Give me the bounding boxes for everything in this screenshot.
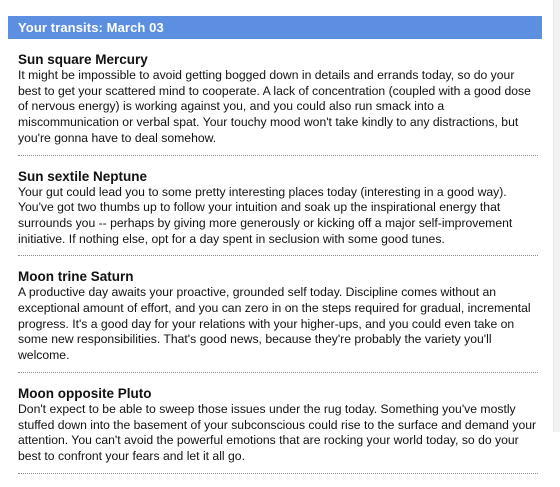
transit-item-sun-sextile-neptune [18, 169, 538, 257]
transit-title: Sun sextile Neptune [18, 168, 148, 184]
transits-header-bar [8, 16, 542, 39]
transit-item-sun-square-mercury [18, 52, 538, 156]
transit-title: Sun square Mercury [18, 52, 148, 67]
transit-title: Moon trine Saturn [18, 269, 134, 285]
scrollbar-track[interactable] [553, 0, 560, 432]
transit-item-moon-trine-saturn [18, 269, 538, 373]
transit-description: Your gut could lead you to some pretty interesting places today (interesting in a good way). You've got two thumbs up to follow your intuition and soak up the inspirational energy that surrounds you -- perhaps by giving more generously or kicking off a major self-improvement initiative. If nothing else, opt for a day spent in seclusion with some good tunes. [18, 184, 513, 246]
transit-description: It might be impossible to avoid getting bogged down in details and errands today, so do your best to get your scattered mind to cooperate. A lack of concentration (coupled with a good dose of nervous energy) is working against you, and you could also run smack into a miscommunication or verbal spat. Your touchy mood won't take kindly to any distractions, but you're gonna have to deal somehow. [18, 68, 531, 145]
transit-description: A productive day awaits your proactive, grounded self today. Discipline comes without an exceptional amount of effort, and you can zero in on the steps required for gradual, incremental progress. It's a good day for your relations with your higher-ups, and you could even take on some new responsibilities. That's good news, because they're probably the variety you'll welcome. [18, 285, 531, 363]
page-title: Your transits: March 03 [18, 20, 164, 35]
transit-list [18, 52, 538, 487]
transit-description: Don't expect to be able to sweep those issues under the rug today. Something you've mostly stuffed down into the basement of your subconscious could rise to the surface and demand your attention. You can't avoid the powerful emotions that are rocking your world today, so do your best to confront your fears and let it all go. [18, 401, 537, 463]
transit-title: Moon opposite Pluto [18, 385, 152, 401]
transit-item-moon-opposite-pluto [18, 386, 538, 474]
